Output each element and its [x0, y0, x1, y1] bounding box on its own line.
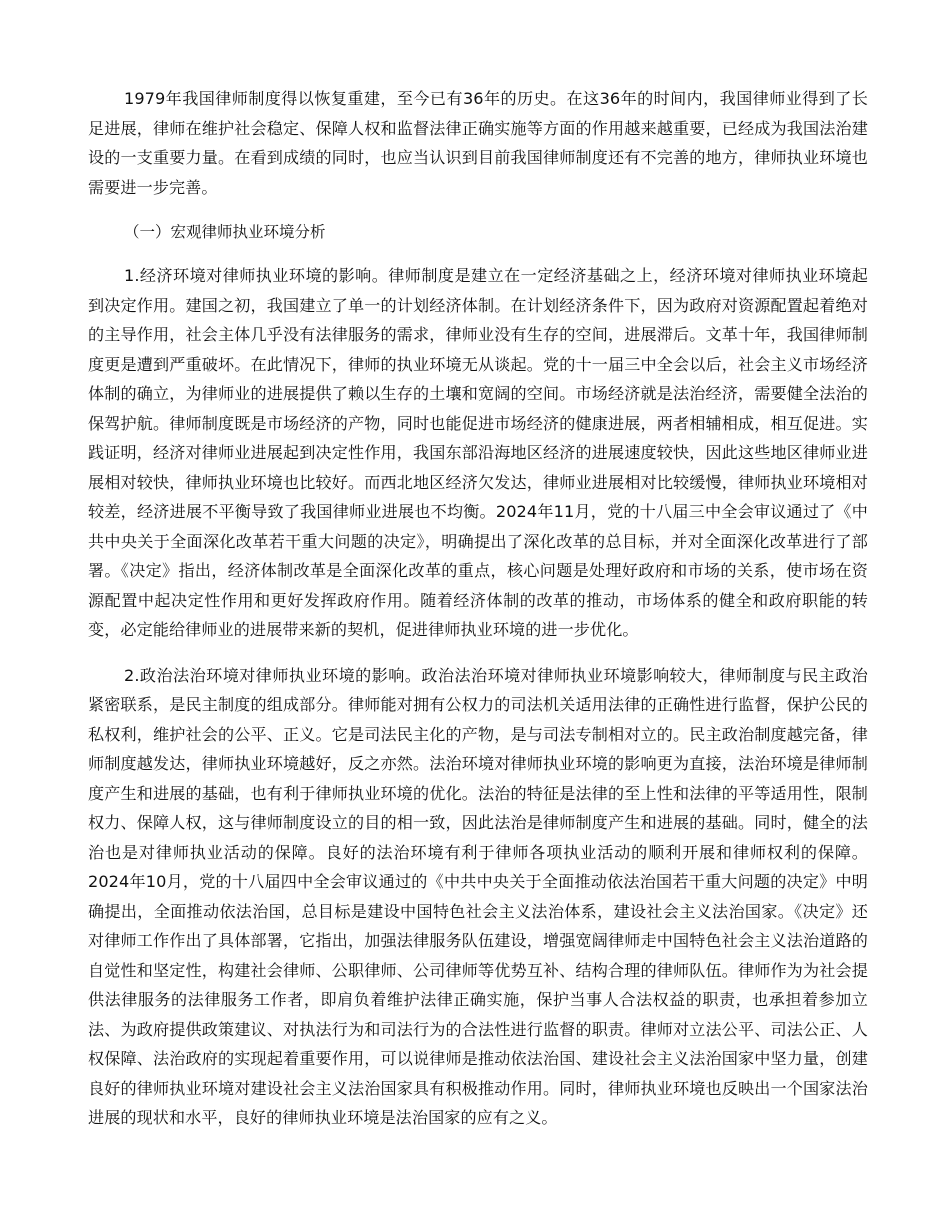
section-heading: （一）宏观律师执业环境分析 [124, 223, 326, 241]
document-page [88, 84, 868, 1133]
intro-paragraph: 1979年我国律师制度得以恢复重建，至今已有36年的历史。在这36年的时间内，我国律师业得到了长足进展，律师在维护社会稳定、保障人权和监督法律正确实施等方面的作用越来越重要，已经成为我国法治建设的一支重要力量。在看到成绩的同时，也应当认识到目前我国律师制度还有不完善的地方，律师执业环境也需要进一步完善。 [88, 89, 868, 197]
paragraph-political-legal-environment: 2.政治法治环境对律师执业环境的影响。政治法治环境对律师执业环境影响较大，律师制度与民主政治紧密联系，是民主制度的组成部分。律师能对拥有公权力的司法机关适用法律的正确性进行监督，保护公民的私权利，维护社会的公平、正义。它是司法民主化的产物，是与司法专制相对立的。民主政治制度越完备，律师制度越发达，律师执业环境越好，反之亦然。法治环境对律师执业环境的影响更为直接，法治环境是律师制度产生和进展的基础，也有利于律师执业环境的优化。法治的特征是法律的至上性和法律的平等适用性，限制权力、保障人权，这与律师制度设立的目的相一致，因此法治是律师制度产生和进展的基础。同时，健全的法治也是对律师执业活动的保障。良好的法治环境有利于律师各项执业活动的顺利开展和律师权利的保障。2024年10月，党的十八届四中全会审议通过的《中共中央关于全面推动依法治国若干重大问题的决定》中明确提出，全面推动依法治国，总目标是建设中国特色社会主义法治体系，建设社会主义法治国家。《决定》还对律师工作作出了具体部署，它指出，加强法律服务队伍建设，增强宽阔律师走中国特色社会主义法治道路的自觉性和坚定性，构建社会律师、公职律师、公司律师等优势互补、结构合理的律师队伍。律师作为为社会提供法律服务的法律服务工作者，即肩负着维护法律正确实施，保护当事人合法权益的职责，也承担着参加立法、为政府提供政策建议、对执法行为和司法行为的合法性进行监督的职责。律师对立法公平、司法公正、人权保障、法治政府的实现起着重要作用，可以说律师是推动依法治国、建设社会主义法治国家中坚力量，创建良好的律师执业环境对建设社会主义法治国家具有积极推动作用。同时，律师执业环境也反映出一个国家法治进展的现状和水平，良好的律师执业环境是法治国家的应有之义。 [88, 665, 868, 1127]
paragraph-economic-environment: 1.经济环境对律师执业环境的影响。律师制度是建立在一定经济基础之上，经济环境对律师执业环境起到决定作用。建国之初，我国建立了单一的计划经济体制。在计划经济条件下，因为政府对资源配置起着绝对的主导作用，社会主体几乎没有法律服务的需求，律师业没有生存的空间，进展滞后。文革十年，我国律师制度更是遭到严重破坏。在此情况下，律师的执业环境无从谈起。党的十一届三中全会以后，社会主义市场经济体制的确立，为律师业的进展提供了赖以生存的土壤和宽阔的空间。市场经济就是法治经济，需要健全法治的保驾护航。律师制度既是市场经济的产物，同时也能促进市场经济的健康进展，两者相辅相成，相互促进。实践证明，经济对律师业进展起到决定性作用，我国东部沿海地区经济的进展速度较快，因此这些地区律师业进展相对较快，律师执业环境也比较好。而西北地区经济欠发达，律师业进展相对比较缓慢，律师执业环境相对较差，经济进展不平衡导致了我国律师业进展也不均衡。2024年11月，党的十八届三中全会审议通过了《中共中央关于全面深化改革若干重大问题的决定》，明确提出了深化改革的总目标，并对全面深化改革进行了部署。《决定》指出，经济体制改革是全面深化改革的重点，核心问题是处理好政府和市场的关系，使市场在资源配置中起决定性作用和更好发挥政府作用。随着经济体制的改革的推动，市场体系的健全和政府职能的转变，必定能给律师业的进展带来新的契机，促进律师执业环境的进一步优化。 [88, 266, 868, 639]
